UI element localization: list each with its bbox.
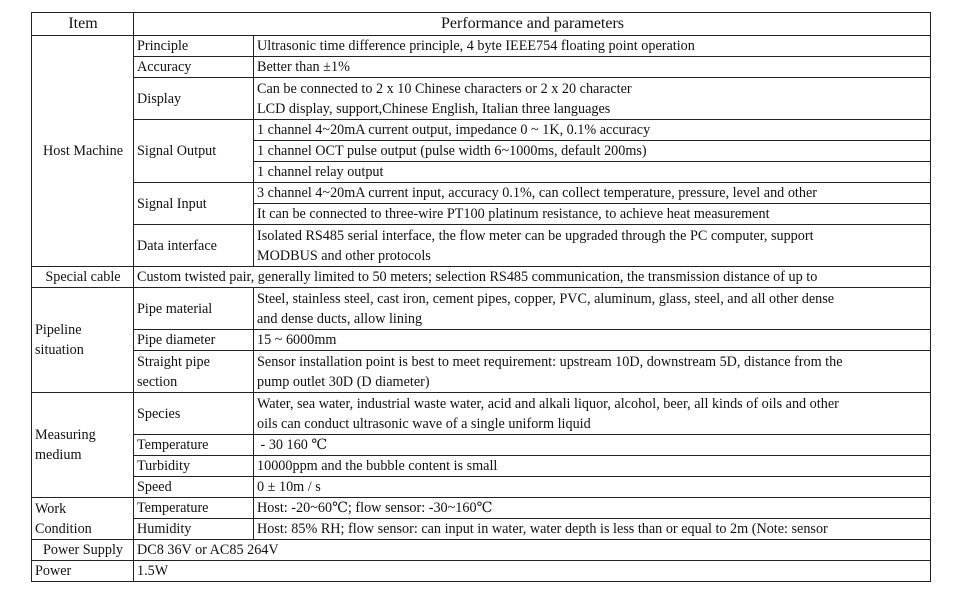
- table-row: [32, 267, 931, 288]
- power-supply-label: Power Supply: [32, 540, 134, 561]
- work-condition-line-2: Condition: [35, 520, 92, 537]
- pipe-diameter-value: 15 ~ 6000mm: [254, 330, 931, 351]
- host-machine-label: Host Machine: [32, 36, 134, 267]
- pipeline-label-line-1: Pipeline: [35, 322, 82, 338]
- data-interface-line-1: Isolated RS485 serial interface, the flow meter can be upgraded through the PC computer, support: [257, 227, 814, 244]
- data-interface-label: Data interface: [134, 225, 254, 267]
- straight-pipe-value: [254, 351, 931, 393]
- medium-temperature-label: Temperature: [134, 435, 254, 456]
- measuring-medium-line-2: medium: [35, 447, 82, 463]
- table-row: [32, 351, 931, 393]
- pipe-material-value: [254, 288, 931, 330]
- header-performance: Performance and parameters: [134, 13, 931, 36]
- turbidity-value: 10000ppm and the bubble content is small: [254, 456, 931, 477]
- table-row: [32, 225, 931, 267]
- signal-input-value-1: 3 channel 4~20mA current input, accuracy 0.1%, can collect temperature, pressure, level and other: [254, 183, 931, 204]
- signal-input-value-2: It can be connected to three-wire PT100 platinum resistance, to achieve heat measurement: [254, 204, 931, 225]
- power-value: 1.5W: [134, 561, 931, 582]
- species-label: Species: [134, 393, 254, 435]
- species-value: [254, 393, 931, 435]
- straight-pipe-label-line-1: Straight pipe: [137, 353, 210, 370]
- signal-output-value-2: 1 channel OCT pulse output (pulse width 6~1000ms, default 200ms): [254, 141, 931, 162]
- principle-value: Ultrasonic time difference principle, 4 byte IEEE754 floating point operation: [254, 36, 931, 57]
- accuracy-value: Better than ±1%: [254, 57, 931, 78]
- signal-output-label: Signal Output: [134, 120, 254, 183]
- straight-pipe-line-1: Sensor installation point is best to meet requirement: upstream 10D, downstream 5D, distance from the: [257, 353, 843, 370]
- speed-label: Speed: [134, 477, 254, 498]
- speed-value: 0 ± 10m / s: [254, 477, 931, 498]
- table-row: [32, 498, 931, 519]
- humidity-label: Humidity: [134, 519, 254, 540]
- table-row: [32, 540, 931, 561]
- principle-label: Principle: [134, 36, 254, 57]
- signal-input-label: Signal Input: [134, 183, 254, 225]
- table-row: [32, 393, 931, 435]
- straight-pipe-label: [134, 351, 254, 393]
- pipe-material-label: Pipe material: [134, 288, 254, 330]
- species-line-2: oils can conduct ultrasonic wave of a single uniform liquid: [257, 415, 591, 432]
- display-label: Display: [134, 78, 254, 120]
- accuracy-label: Accuracy: [134, 57, 254, 78]
- table-row: [32, 435, 931, 456]
- data-interface-line-2: MODBUS and other protocols: [257, 247, 431, 264]
- work-temperature-value: Host: -20~60℃; flow sensor: -30~160℃: [254, 498, 931, 519]
- straight-pipe-line-2: pump outlet 30D (D diameter): [257, 373, 430, 390]
- display-line-1: Can be connected to 2 x 10 Chinese characters or 2 x 20 character: [257, 80, 632, 97]
- specifications-table: [31, 12, 931, 582]
- display-value: [254, 78, 931, 120]
- data-interface-value: [254, 225, 931, 267]
- special-cable-value: Custom twisted pair, generally limited to 50 meters; selection RS485 communication, the transmission distance of up to: [134, 267, 931, 288]
- table-row: [32, 561, 931, 582]
- table-row: [32, 288, 931, 330]
- humidity-value: Host: 85% RH; flow sensor: can input in water, water depth is less than or equal to 2m (Note: sensor: [254, 519, 931, 540]
- turbidity-label: Turbidity: [134, 456, 254, 477]
- table-row: [32, 183, 931, 204]
- signal-output-value-3: 1 channel relay output: [254, 162, 931, 183]
- header-item: Item: [32, 13, 134, 36]
- work-temperature-label: Temperature: [134, 498, 254, 519]
- table-row: [32, 120, 931, 141]
- table-row: [32, 456, 931, 477]
- table-row: [32, 57, 931, 78]
- medium-temperature-value: - 30 160 ℃: [254, 435, 931, 456]
- power-label: Power: [32, 561, 134, 582]
- straight-pipe-label-line-2: section: [137, 373, 178, 390]
- header-row: [32, 13, 931, 36]
- table-row: [32, 36, 931, 57]
- pipe-diameter-label: Pipe diameter: [134, 330, 254, 351]
- species-line-1: Water, sea water, industrial waste water, acid and alkali liquor, alcohol, beer, all kinds of oils and other: [257, 395, 839, 412]
- table-row: [32, 330, 931, 351]
- signal-output-value-1: 1 channel 4~20mA current output, impedance 0 ~ 1K, 0.1% accuracy: [254, 120, 931, 141]
- measuring-medium-line-1: Measuring: [35, 427, 96, 443]
- special-cable-label: Special cable: [32, 267, 134, 288]
- pipe-material-line-1: Steel, stainless steel, cast iron, cement pipes, copper, PVC, aluminum, glass, steel, and all other dense: [257, 290, 835, 307]
- pipeline-label-line-2: situation: [35, 342, 84, 358]
- measuring-medium-label: [32, 393, 134, 498]
- work-condition-label: [32, 498, 134, 540]
- table-row: [32, 78, 931, 120]
- table-row: [32, 519, 931, 540]
- work-condition-line-1: Work: [35, 500, 67, 517]
- pipe-material-line-2: and dense ducts, allow lining: [257, 310, 423, 327]
- pipeline-label: [32, 288, 134, 393]
- display-line-2: LCD display, support,Chinese English, Italian three languages: [257, 100, 611, 117]
- table-row: [32, 477, 931, 498]
- power-supply-value: DC8 36V or AC85 264V: [134, 540, 931, 561]
